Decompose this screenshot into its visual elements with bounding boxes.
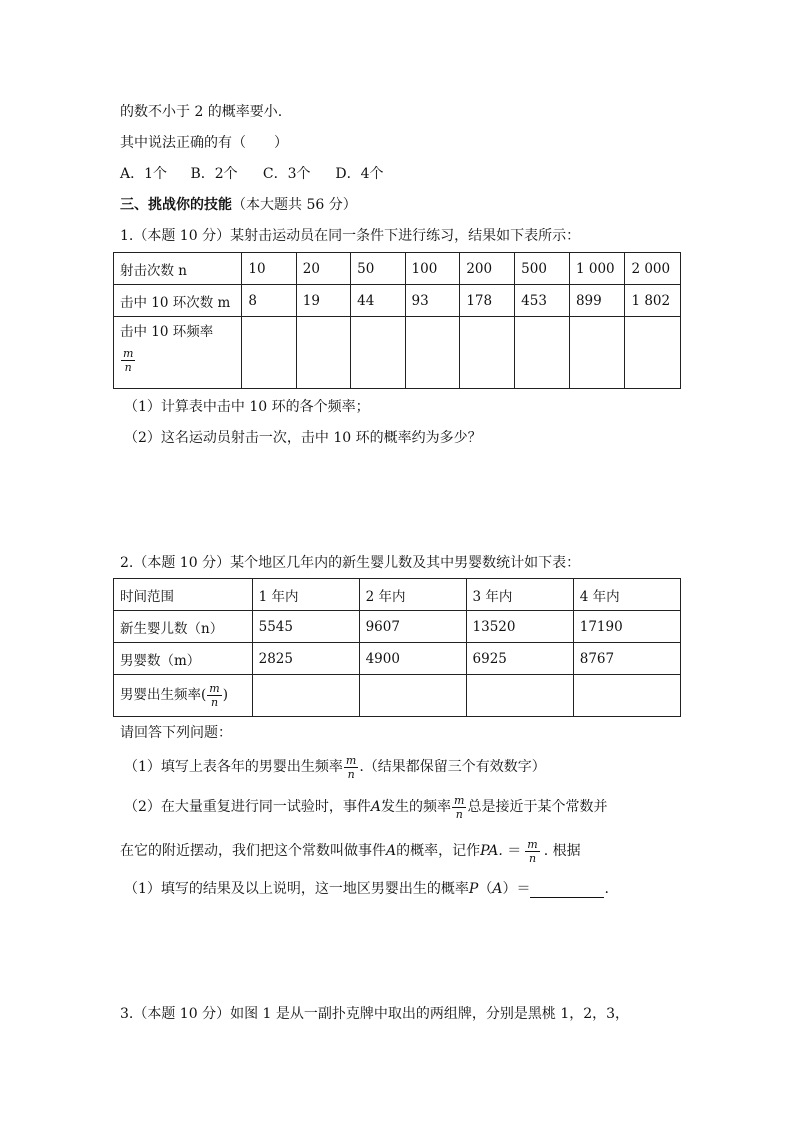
q1-cell: 200: [460, 253, 515, 285]
q1-empty-cell[interactable]: [460, 317, 515, 389]
q1-subquestion-2: （2）这名运动员射击一次，击中 10 环的概率约为多少？: [124, 430, 482, 446]
var-a: A: [370, 799, 382, 815]
q2-subquestion-2-answer: [124, 880, 609, 898]
q2-empty-cell[interactable]: [252, 675, 359, 717]
q2-sub2-text: . 根据: [543, 843, 581, 859]
q1-empty-cell[interactable]: [242, 317, 296, 389]
q2-cell: 2825: [252, 643, 359, 675]
q2-cell: 8767: [573, 643, 680, 675]
q1-empty-cell[interactable]: [405, 317, 460, 389]
q2-intro: 请回答下列问题：: [120, 725, 232, 741]
q2-row-boys: [114, 643, 681, 675]
section-heading: 三、挑战你的技能: [120, 197, 232, 213]
q2-cell: 5545: [252, 611, 359, 643]
q2-cell: 17190: [573, 611, 680, 643]
frac-denominator: n: [455, 807, 463, 821]
q2-row1-label: 新生婴儿数（n）: [114, 611, 253, 643]
frac-denominator: n: [210, 696, 219, 709]
answer-blank[interactable]: [530, 883, 604, 898]
q2-sub2-text: ）＝: [502, 881, 531, 897]
q2-subquestion-1: [124, 751, 546, 783]
q1-subquestion-1: （1）计算表中击中 10 环的各个频率；: [124, 399, 370, 415]
fraction-m-over-n: [121, 347, 135, 374]
q2-header-cell: 1 年内: [252, 579, 359, 611]
q2-sub2-text: ＝: [502, 843, 522, 859]
q1-cell: 8: [242, 285, 296, 317]
q1-cell: 178: [460, 285, 515, 317]
var-a: A: [386, 843, 397, 859]
q2-row-frequency: [114, 675, 681, 717]
question-prompt: 其中说法正确的有（ ）: [120, 135, 288, 151]
q2-subquestion-2-cont: [120, 835, 581, 867]
fraction-m-over-n: [525, 838, 539, 865]
var-pa: PA.: [480, 843, 503, 859]
q1-empty-cell[interactable]: [351, 317, 405, 389]
q1-cell: 500: [515, 253, 570, 285]
q2-sub2-text: .: [604, 881, 609, 897]
q1-row3-label: [114, 317, 242, 389]
q2-header-row: [114, 579, 681, 611]
q1-row3-text: 击中 10 环频率: [120, 324, 214, 340]
q2-sub2-text: 的概率，记作: [396, 843, 481, 859]
q1-cell: 19: [296, 285, 350, 317]
q2-sub2-text: 发生的频率: [381, 799, 452, 815]
q2-header-cell: 时间范围: [114, 579, 253, 611]
q2-header-cell: 4 年内: [573, 579, 680, 611]
q2-empty-cell[interactable]: [573, 675, 680, 717]
var-p: P: [468, 881, 479, 897]
q2-sub2-text: 在它的附近摆动，我们把这个常数叫做事件: [120, 843, 386, 859]
q1-cell: 20: [296, 253, 350, 285]
q2-sub2-text: （: [478, 881, 493, 897]
q1-row-hits: [114, 285, 681, 317]
q1-cell: 50: [351, 253, 405, 285]
q1-cell: 100: [405, 253, 460, 285]
fraction-m-over-n: [207, 682, 221, 709]
frac-numerator: m: [454, 793, 465, 807]
frac-numerator: m: [123, 347, 134, 360]
q2-sub1-note: .（结果都保留三个有效数字）: [359, 759, 546, 775]
q1-cell: 44: [351, 285, 405, 317]
q1-cell: 2 000: [625, 253, 681, 285]
q2-sub2-text: （2）在大量重复进行同一试验时，事件: [124, 799, 371, 815]
answer-options: [120, 165, 384, 183]
q2-row3-label: [114, 675, 253, 717]
q2-header-cell: 2 年内: [359, 579, 466, 611]
frac-denominator: n: [528, 851, 537, 865]
option-d: D．4个: [335, 166, 384, 182]
section-title: [120, 196, 357, 214]
q1-empty-cell[interactable]: [515, 317, 570, 389]
q2-sub2-text: （1）填写的结果及以上说明，这一地区男婴出生的概率: [124, 881, 469, 897]
q2-row3-text: 男婴出生频率(: [120, 687, 207, 703]
q1-stem: 1.（本题 10 分）某射击运动员在同一条件下进行练习，结果如下表所示：: [120, 228, 581, 244]
q2-row3-close: ): [222, 687, 228, 703]
frac-denominator: n: [347, 767, 355, 781]
q1-row2-label: 击中 10 环次数 m: [114, 285, 242, 317]
option-a: A．1个: [120, 166, 168, 182]
q2-header-cell: 3 年内: [466, 579, 573, 611]
q2-table: [113, 578, 681, 717]
q1-empty-cell[interactable]: [296, 317, 350, 389]
q1-empty-cell[interactable]: [569, 317, 624, 389]
q1-row-frequency: [114, 317, 681, 389]
frac-numerator: m: [527, 837, 538, 851]
q1-table: [113, 252, 681, 389]
q2-cell: 9607: [359, 611, 466, 643]
q3-stem: 3.（本题 10 分）如图 1 是从一副扑克牌中取出的两组牌，分别是黑桃 1，2，3，: [120, 1006, 630, 1022]
q2-stem: 2.（本题 10 分）某个地区几年内的新生婴儿数及其中男婴数统计如下表：: [120, 555, 581, 571]
option-b: B．2个: [190, 166, 238, 182]
q1-cell: 453: [515, 285, 570, 317]
q2-empty-cell[interactable]: [466, 675, 573, 717]
q2-sub2-text: 总是接近于某个常数并: [467, 799, 608, 815]
q2-cell: 13520: [466, 611, 573, 643]
q1-row-shots: [114, 253, 681, 285]
q2-cell: 4900: [359, 643, 466, 675]
frac-denominator: n: [124, 361, 132, 374]
section-note: （本大题共 56 分）: [232, 197, 357, 213]
q1-row1-label: 射击次数 n: [114, 253, 242, 285]
continued-text: 的数不小于 2 的概率要小.: [120, 104, 283, 120]
q2-row2-label: 男婴数（m）: [114, 643, 253, 675]
var-a: A: [492, 881, 503, 897]
frac-numerator: m: [345, 753, 357, 767]
q1-cell: 93: [405, 285, 460, 317]
q2-row-births: [114, 611, 681, 643]
q1-cell: 1 802: [625, 285, 681, 317]
fraction-m-over-n: [344, 754, 358, 781]
q1-empty-cell[interactable]: [625, 317, 681, 389]
q2-cell: 6925: [466, 643, 573, 675]
option-c: C．3个: [262, 166, 311, 182]
q1-cell: 1 000: [569, 253, 624, 285]
q1-cell: 10: [242, 253, 296, 285]
q2-sub1-text: （1）填写上表各年的男婴出生频率: [124, 759, 343, 775]
q1-cell: 899: [569, 285, 624, 317]
fraction-m-over-n: [452, 794, 466, 821]
frac-numerator: m: [209, 682, 220, 695]
q2-subquestion-2: [124, 791, 607, 823]
q2-empty-cell[interactable]: [359, 675, 466, 717]
